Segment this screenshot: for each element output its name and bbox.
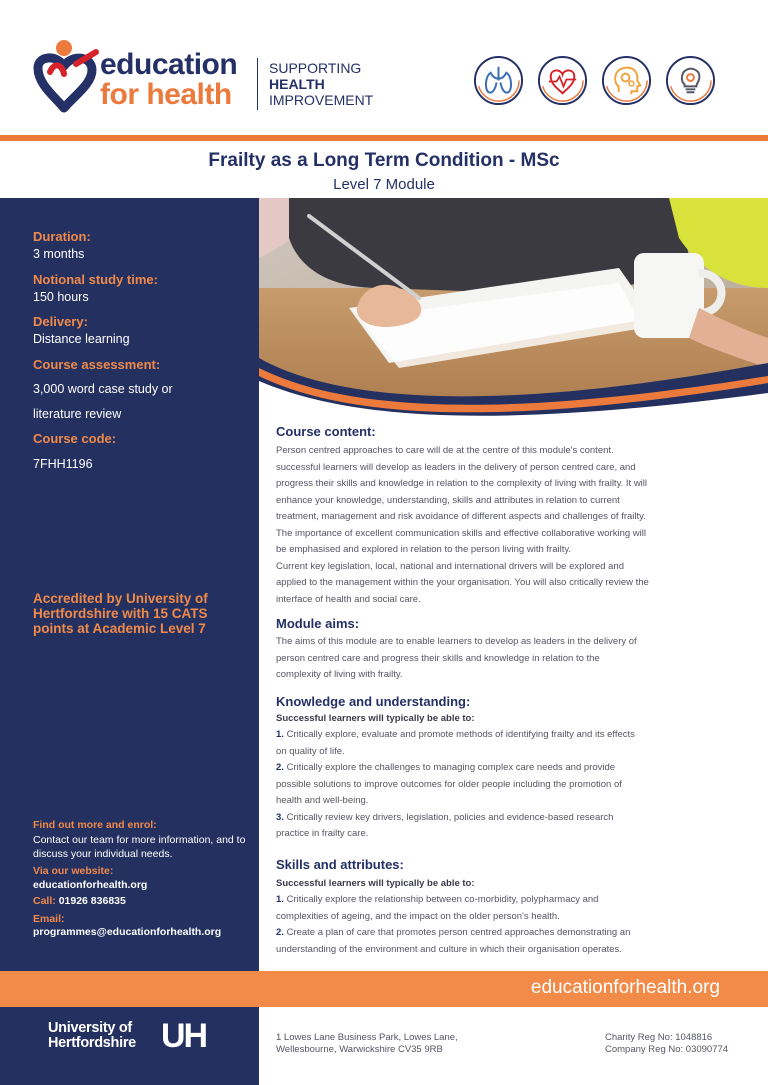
course-code-value: 7FHH1196 [33,457,93,471]
photo-wave-overlay [259,198,768,428]
item-number: 2. [276,762,284,773]
knowledge-item-2-cont: possible solutions to improve outcomes for older people including the promotion of [276,778,622,790]
page-title: Frailty as a Long Term Condition - MSc [208,150,560,171]
page-subtitle: Level 7 Module [333,176,435,193]
tagline [269,60,373,108]
skills-heading: Skills and attributes: [276,857,404,872]
study-time-value: 150 hours [33,290,89,304]
delivery-label: Delivery: [33,314,88,329]
duration-label: Duration: [33,229,91,244]
item-number: 1. [276,729,284,740]
lightbulb-gear-icon [665,55,716,106]
course-content-line: Person centred approaches to care will de at the centre of this module's content. [276,445,614,456]
tagline-line2: HEALTH [269,76,325,92]
skills-item-2-cont: understanding of the environment and culture in which their organisation operates. [276,943,622,955]
course-content-line: be emphasised and explored in relation to the person living with frailty. [276,544,572,555]
aims-line: The aims of this module are to enable learners to develop as leaders in the delivery of [276,636,637,647]
skills-item-1 [276,892,736,909]
email-link[interactable]: programmes@educationforhealth.org [33,926,222,938]
item-text: Critically explore the challenges to managing complex care needs and provide [286,762,616,773]
item-text: Critically explore, evaluate and promote methods of identifying frailty and its effects [286,729,635,740]
logo-text-for-health: for health [100,78,232,111]
assessment-value-line2: literature review [33,407,122,421]
course-content-line: successful learners will develop as leaders in the delivery of person centred care, and [276,461,636,473]
address-line1: 1 Lowes Lane Business Park, Lowes Lane, [276,1032,458,1043]
course-content-text [276,443,736,608]
duration-value: 3 months [33,247,85,261]
skills-list [276,892,736,958]
course-content-line: applied to the management within the your organisation. You will also critically review the [276,577,649,588]
page-footer [0,1007,768,1085]
enrol-label: Find out more and enrol: [33,819,157,831]
course-content-line: Current key legislation, local, national and international drivers will be explored and [276,560,625,572]
knowledge-item-2-cont: health and well-being. [276,795,369,806]
course-content-line: progress their skills and knowledge in relation to the complexity of living with frailty. It will [276,478,648,489]
item-text: Critically review key drivers, legislation, policies and evidence-based research [286,811,614,823]
health-icons-row [473,55,723,107]
header-rule [0,135,768,141]
delivery-value: Distance learning [33,332,130,346]
uh-logo-mark: UH [161,1017,207,1055]
logo-divider [257,58,258,110]
knowledge-list [276,727,736,843]
address-line2: Wellesbourne, Warwickshire CV35 9RB [276,1044,443,1055]
course-content-line: enhance your knowledge, understanding, skills and attributes in relation to current [276,494,620,506]
item-number: 2. [276,927,284,938]
item-text: Create a plan of care that promotes person centred approaches demonstrating an [286,927,631,938]
aims-line: person centred care and progress their skills and knowledge in relation to the [276,652,600,664]
assessment-value-line1: 3,000 word case study or [33,382,173,396]
course-code-label: Course code: [33,431,117,446]
charity-reg: Charity Reg No: 1048816 [605,1032,713,1043]
study-time-label: Notional study time: [33,272,158,287]
course-content-line: The importance of excellent communication skills and effective collaborative working will [276,527,646,539]
knowledge-item-3-cont: practice in frailty care. [276,828,369,839]
module-aims-text [276,634,736,684]
head-gears-icon [601,55,652,106]
knowledge-item-3 [276,810,736,827]
hero-photo [259,198,768,428]
call-line [33,894,253,908]
sidebar-website-link[interactable]: educationforhealth.org [33,879,148,891]
knowledge-item-1-cont: on quality of life. [276,745,345,757]
info-sidebar [0,198,259,971]
logo-text-education: education [100,48,238,81]
postal-address [276,1032,458,1056]
course-content-line: interface of health and social care. [276,593,421,605]
item-number: 1. [276,894,284,905]
phone-number[interactable]: 01926 836835 [58,895,126,907]
registration-numbers [605,1032,728,1056]
tagline-line1: SUPPORTING [269,60,362,76]
tagline-line3: IMPROVEMENT [269,92,374,108]
item-number: 3. [276,811,284,823]
knowledge-item-1 [276,727,736,744]
skills-item-2 [276,925,736,942]
company-reg: Company Reg No: 03090774 [605,1044,729,1055]
knowledge-item-2 [276,760,736,777]
skills-intro: Successful learners will typically be able to: [276,878,475,889]
university-name [48,1021,136,1051]
page-header [0,0,768,135]
university-name-line2: Hertfordshire [48,1035,136,1051]
website-label: Via our website: [33,865,114,877]
university-logo-block [0,1007,259,1085]
aims-line: complexity of living with frailty. [276,669,403,680]
accreditation-note: Accredited by University of Hertfordshire with 15 CATS points at Academic Level 7 [33,591,208,636]
call-label: Call: [33,895,56,907]
skills-item-1-cont: complexities of ageing, and the impact on the older person's health. [276,910,560,922]
course-content-heading: Course content: [276,424,376,439]
email-label: Email: [33,913,65,925]
heart-rate-icon [537,55,588,106]
assessment-label: Course assessment: [33,357,161,372]
knowledge-heading: Knowledge and understanding: [276,694,471,709]
heart-logo-icon [30,38,110,116]
knowledge-intro: Successful learners will typically be able to: [276,713,475,724]
enrol-text: Contact our team for more information, and to discuss your individual needs. [33,834,246,860]
module-aims-heading: Module aims: [276,616,360,631]
lungs-icon [473,55,524,106]
course-content-line: treatment, management and risk avoidance of different aspects and challenges of frailty. [276,511,646,522]
university-name-line1: University of [48,1020,132,1036]
footer-website-link[interactable]: educationforhealth.org [530,977,720,998]
item-text: Critically explore the relationship between co-morbidity, polypharmacy and [286,894,599,905]
